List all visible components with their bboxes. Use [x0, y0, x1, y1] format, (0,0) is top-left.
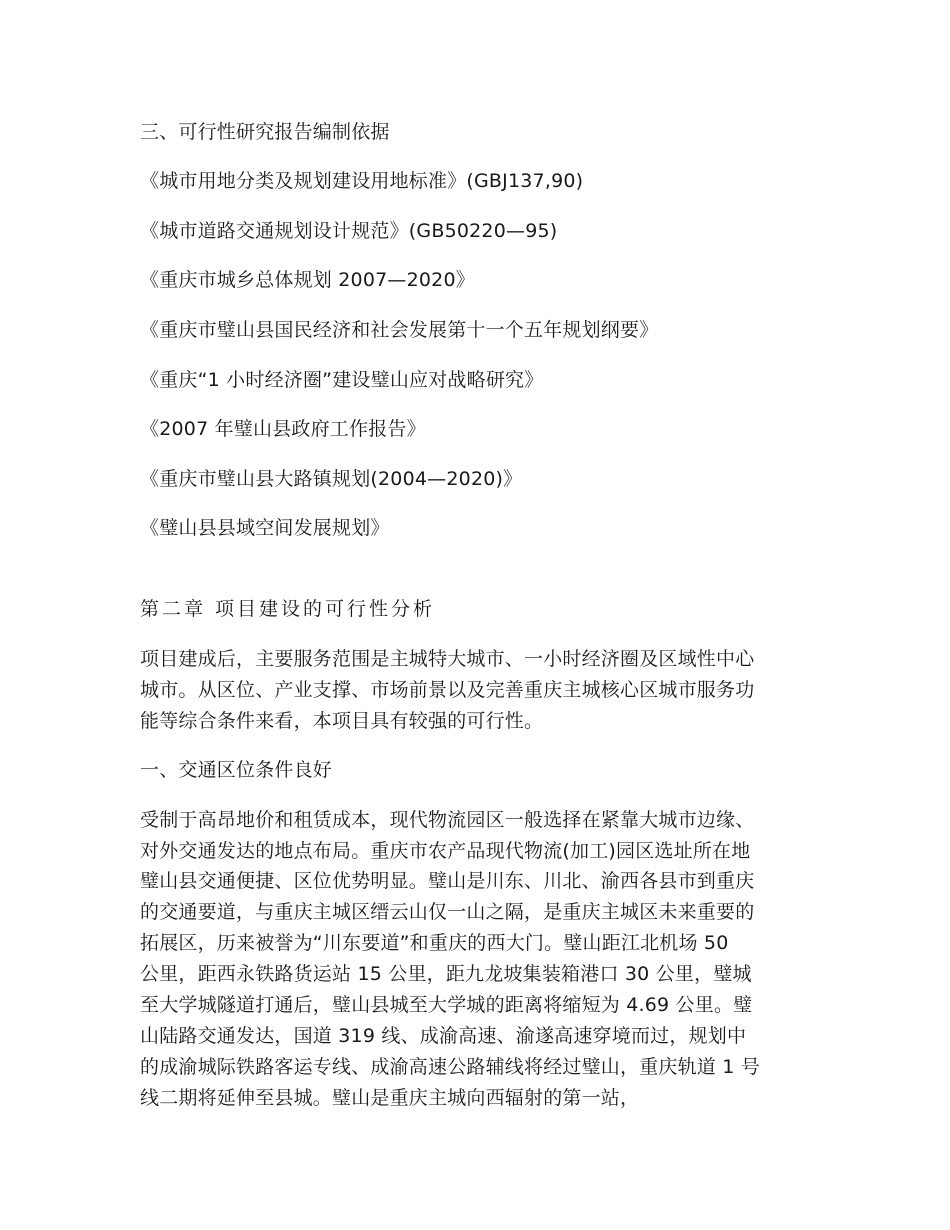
reference-item: 《城市道路交通规划设计规范》(GB50220—95): [140, 220, 558, 242]
body-line: 线二期将延伸至县城。璧山是重庆主城向西辐射的第一站，: [140, 1087, 640, 1109]
body-line: 拓展区，历来被誉为“川东要道”和重庆的西大门。璧山距江北机场 50: [140, 932, 729, 954]
intro-line: 城市。从区位、产业支撑、市场前景以及完善重庆主城核心区城市服务功: [140, 679, 755, 701]
body-line: 受制于高昂地价和租赁成本，现代物流园区一般选择在紧靠大城市边缘、: [140, 809, 755, 831]
body-line: 公里，距西永铁路货运站 15 公里，距九龙坡集装箱港口 30 公里，璧城: [140, 963, 752, 985]
chapter-heading: 第二章 项目建设的可行性分析: [140, 598, 436, 620]
body-line: 的成渝城际铁路客运专线、成渝高速公路辅线将经过璧山，重庆轨道 1 号: [140, 1056, 760, 1078]
intro-line: 项目建成后，主要服务范围是主城特大城市、一小时经济圈及区域性中心: [140, 648, 755, 670]
body-line: 璧山县交通便捷、区位优势明显。璧山是川东、川北、渝西各县市到重庆: [140, 870, 755, 892]
intro-line: 能等综合条件来看，本项目具有较强的可行性。: [140, 710, 544, 732]
reference-item: 《重庆市璧山县大路镇规划(2004—2020)》: [140, 468, 523, 490]
body-line: 的交通要道，与重庆主城区缙云山仅一山之隔，是重庆主城区未来重要的: [140, 901, 755, 923]
section-heading: 三、可行性研究报告编制依据: [140, 121, 390, 143]
reference-item: 《2007 年璧山县政府工作报告》: [140, 418, 426, 440]
reference-item: 《重庆“1 小时经济圈”建设璧山应对战略研究》: [140, 369, 544, 391]
body-line: 山陆路交通发达，国道 319 线、成渝高速、渝遂高速穿境而过，规划中: [140, 1025, 747, 1047]
reference-item: 《重庆市城乡总体规划 2007—2020》: [140, 269, 475, 291]
body-line: 至大学城隧道打通后，璧山县城至大学城的距离将缩短为 4.69 公里。璧: [140, 994, 753, 1016]
body-line: 对外交通发达的地点布局。重庆市农产品现代物流(加工)园区选址所在地: [140, 840, 751, 862]
reference-item: 《璧山县县域空间发展规划》: [140, 517, 390, 539]
reference-item: 《城市用地分类及规划建设用地标准》(GBJ137,90): [140, 170, 584, 192]
reference-item: 《重庆市璧山县国民经济和社会发展第十一个五年规划纲要》: [140, 319, 659, 341]
subsection-heading: 一、交通区位条件良好: [140, 759, 333, 781]
